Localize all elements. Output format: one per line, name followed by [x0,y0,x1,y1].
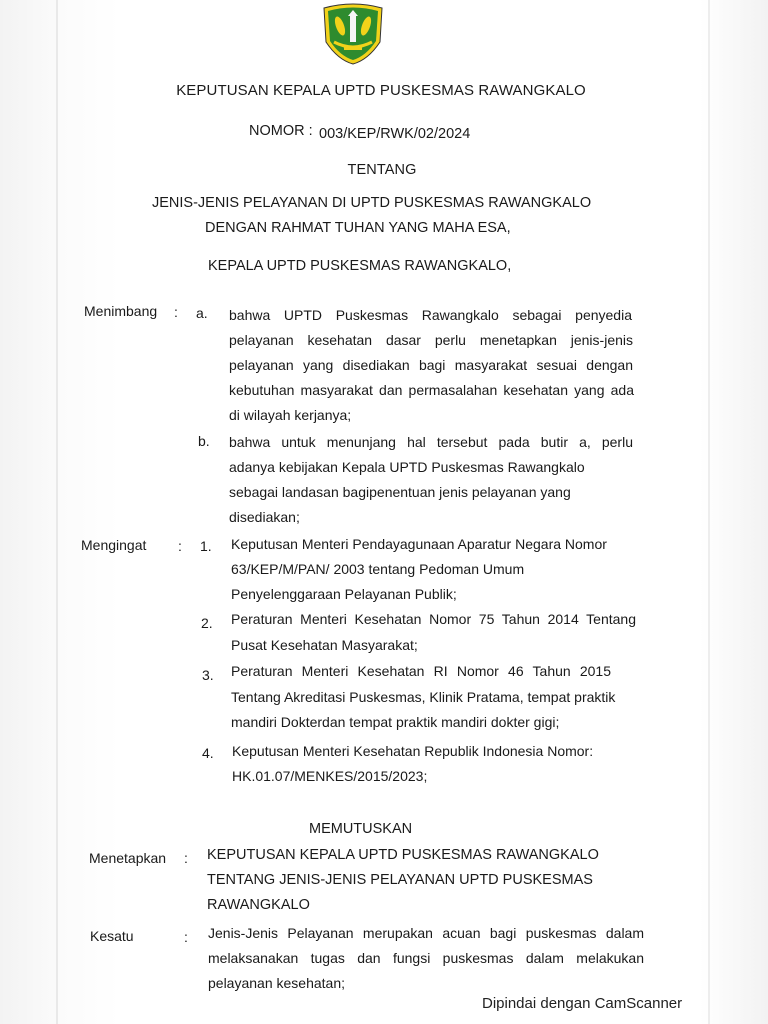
mengingat-1-line: 63/KEP/M/PAN/ 2003 tentang Pedoman Umum [231,561,525,577]
nomor-value: 003/KEP/RWK/02/2024 [319,126,471,142]
menimbang-b-marker: b. [198,433,210,449]
menimbang-a-line: pelayanan yang disediakan bagi masyarakat sesuai dengan [229,357,633,373]
mengingat-3-line: mandiri Dokterdan tempat praktik mandiri dokter gigi; [231,714,560,730]
menimbang-a-line: bahwa UPTD Puskesmas Rawangkalo sebagai penyedia [229,307,632,323]
menetapkan-line: RAWANGKALO [207,897,310,913]
decree-title: KEPUTUSAN KEPALA UPTD PUSKESMAS RAWANGKALO [176,82,586,99]
mengingat-2-line: Pusat Kesehatan Masyarakat; [231,637,418,653]
menetapkan-line: TENTANG JENIS-JENIS PELAYANAN UPTD PUSKESMAS [207,872,593,888]
mengingat-4-line: HK.01.07/MENKES/2015/2023; [232,768,428,784]
subject-line: JENIS-JENIS PELAYANAN DI UPTD PUSKESMAS RAWANGKALO [152,195,592,211]
kesatu-colon: : [184,929,188,945]
mengingat-3-marker: 3. [202,667,214,683]
mengingat-label: Mengingat [81,537,147,553]
nomor-label: NOMOR : [249,123,313,139]
menimbang-b-line: disediakan; [229,509,300,525]
menimbang-label: Menimbang [84,303,158,319]
menimbang-a-marker: a. [196,305,208,321]
kesatu-label: Kesatu [90,928,134,944]
kesatu-line: pelayanan kesehatan; [208,975,345,991]
kepala-line: KEPALA UPTD PUSKESMAS RAWANGKALO, [208,258,512,274]
mengingat-2-line: Peraturan Menteri Kesehatan Nomor 75 Tahun 2014 Tentang [231,611,636,627]
mengingat-colon: : [178,538,182,554]
memutuskan-heading: MEMUTUSKAN [309,821,413,837]
menetapkan-label: Menetapkan [89,850,167,866]
menimbang-a-line: kebutuhan masyarakat dan permasalahan kesehatan yang ada [229,382,634,398]
mengingat-1-marker: 1. [200,538,212,554]
mengingat-3-line: Peraturan Menteri Kesehatan RI Nomor 46 Tahun 2015 [231,663,611,679]
mengingat-1-line: Penyelenggaraan Pelayanan Publik; [231,586,457,602]
tentang-heading: TENTANG [347,162,417,178]
rahmat-line: DENGAN RAHMAT TUHAN YANG MAHA ESA, [205,220,511,236]
mengingat-4-marker: 4. [202,745,214,761]
page-edge-right [708,0,710,1024]
menimbang-b-line: sebagai landasan bagipenentuan jenis pelayanan yang [229,484,571,500]
menetapkan-colon: : [184,850,188,866]
scanner-watermark: Dipindai dengan CamScanner [482,995,683,1012]
menetapkan-line: KEPUTUSAN KEPALA UPTD PUSKESMAS RAWANGKALO [207,847,599,863]
mengingat-1-line: Keputusan Menteri Pendayagunaan Aparatur Negara Nomor [231,536,607,552]
page-edge-left [56,0,58,1024]
menimbang-a-line: pelayanan kesehatan dasar perlu menetapkan jenis-jenis [229,332,633,348]
menimbang-colon: : [174,304,178,320]
mengingat-3-line: Tentang Akreditasi Puskesmas, Klinik Pratama, tempat praktik [231,689,616,705]
mengingat-4-line: Keputusan Menteri Kesehatan Republik Indonesia Nomor: [232,743,594,759]
regency-emblem-icon [318,2,388,66]
mengingat-2-marker: 2. [201,615,213,631]
kesatu-line: melaksanakan tugas dan fungsi puskesmas dalam melakukan [208,950,644,966]
menimbang-a-line: di wilayah kerjanya; [229,407,352,423]
menimbang-b-line: adanya kebijakan Kepala UPTD Puskesmas Rawangkalo [229,459,585,475]
menimbang-b-line: bahwa untuk menunjang hal tersebut pada butir a, perlu [229,434,633,450]
kesatu-line: Jenis-Jenis Pelayanan merupakan acuan bagi puskesmas dalam [208,925,644,941]
